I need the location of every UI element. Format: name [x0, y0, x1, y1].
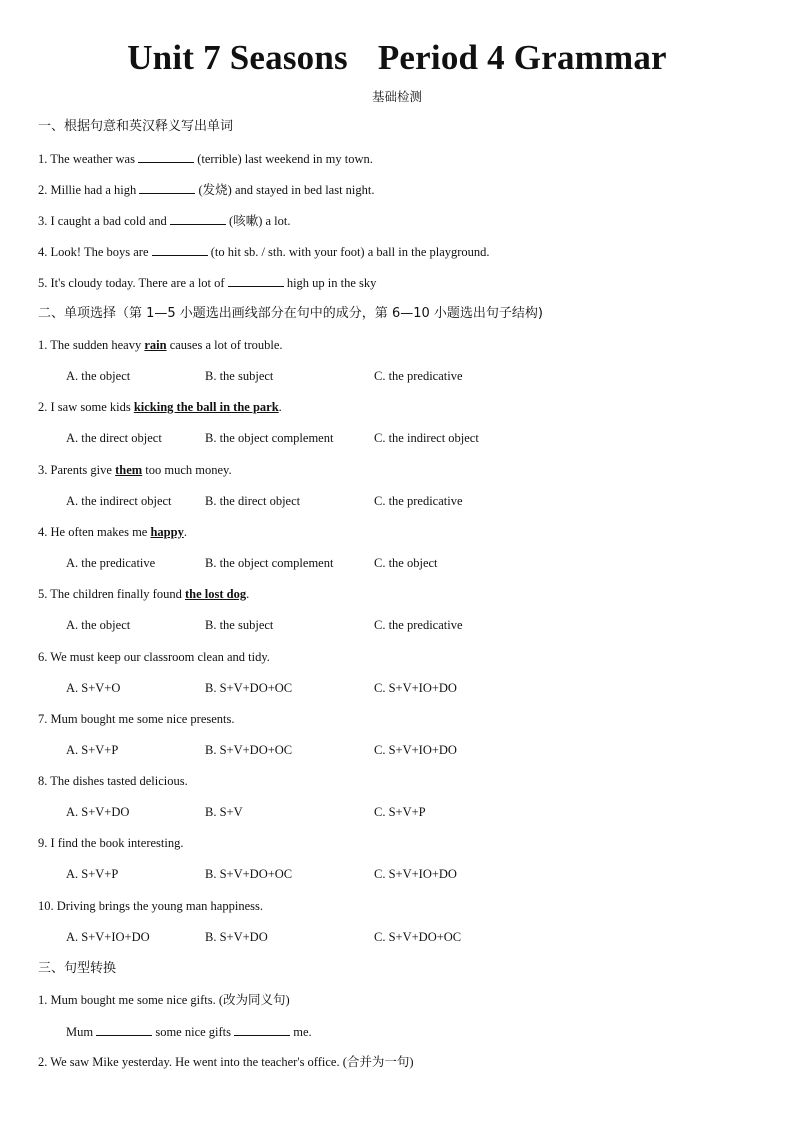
answer-blank[interactable]: [228, 274, 284, 287]
question-text: 7. Mum bought me some nice presents.: [38, 712, 235, 726]
option-c[interactable]: C. the object: [374, 556, 438, 570]
answer-blank[interactable]: [152, 243, 208, 256]
question-text: 2. I saw some kids: [38, 400, 134, 414]
question-text: .: [183, 525, 187, 539]
mcq-question-3: [38, 462, 232, 478]
fill-item-3: [38, 212, 290, 229]
fill-item-text: 2. Millie had a high: [38, 183, 140, 197]
answer-blank[interactable]: [170, 212, 226, 225]
mcq-question-6: [38, 649, 270, 665]
option-b[interactable]: B. the object complement: [205, 556, 334, 570]
option-c[interactable]: C. the indirect object: [374, 431, 479, 445]
title-period: Period 4 Grammar: [377, 38, 667, 77]
question-text: .: [246, 587, 250, 601]
option-b[interactable]: B. the subject: [205, 369, 274, 383]
option-c[interactable]: C. S+V+P: [374, 805, 426, 819]
fill-item-text: high up in the sky: [283, 276, 377, 290]
option-a[interactable]: A. the direct object: [66, 431, 162, 445]
question-text: 1. The sudden heavy: [38, 338, 145, 352]
fill-item-text: 5. It's cloudy today. There are a lot of: [38, 276, 228, 290]
option-c[interactable]: C. S+V+IO+DO: [374, 867, 457, 881]
underlined-phrase: happy: [150, 525, 184, 539]
mcq-question-5: [38, 586, 249, 602]
underlined-phrase: kicking the ball in the park: [133, 400, 279, 414]
option-a[interactable]: A. the object: [66, 618, 131, 632]
transform-answer-1: [66, 1023, 312, 1040]
option-b[interactable]: B. S+V+DO+OC: [205, 867, 293, 881]
transform-question-2: 2. We saw Mike yesterday. He went into the teacher's office. (合并为一句): [38, 1055, 414, 1069]
section-2-heading: 二、单项选择（第 1—5 小题选出画线部分在句中的成分，第 6—10 小题选出句子结构): [38, 306, 543, 321]
option-c[interactable]: C. S+V+IO+DO: [374, 681, 457, 695]
fill-item-5: [38, 274, 376, 291]
question-text: too much money.: [142, 463, 232, 477]
option-b[interactable]: B. the direct object: [205, 494, 301, 508]
answer-blank[interactable]: [138, 150, 194, 163]
mcq-question-4: [38, 524, 187, 540]
option-c[interactable]: C. S+V+IO+DO: [374, 743, 457, 757]
fill-item-text: 3. I caught a bad cold and: [38, 214, 170, 228]
option-c[interactable]: C. the predicative: [374, 494, 463, 508]
answer-blank[interactable]: [96, 1023, 152, 1036]
section-3-heading: 三、句型转换: [38, 961, 117, 976]
option-a[interactable]: A. the indirect object: [66, 494, 172, 508]
mcq-question-8: [38, 773, 188, 789]
question-text: 6. We must keep our classroom clean and tidy.: [38, 650, 270, 664]
mcq-question-7: [38, 711, 235, 727]
fill-item-text: (发烧) and stayed in bed last night.: [195, 183, 375, 197]
option-c[interactable]: C. the predicative: [374, 618, 463, 632]
fill-item-text: (to hit sb. / sth. with your foot) a ball in the playground.: [207, 245, 490, 259]
option-b[interactable]: B. S+V+DO: [205, 930, 268, 944]
question-text: 5. The children finally found: [38, 587, 185, 601]
option-b[interactable]: B. the object complement: [205, 431, 334, 445]
option-a[interactable]: A. S+V+P: [66, 867, 119, 881]
mcq-question-1: [38, 337, 283, 353]
option-a[interactable]: A. S+V+O: [66, 681, 121, 695]
fill-item-text: 4. Look! The boys are: [38, 245, 152, 259]
option-a[interactable]: A. S+V+DO: [66, 805, 130, 819]
fill-item-4: [38, 243, 490, 260]
option-c[interactable]: C. the predicative: [374, 369, 463, 383]
answer-text: Mum: [66, 1025, 97, 1039]
mcq-question-2: [38, 399, 282, 415]
transform-question-1: 1. Mum bought me some nice gifts. (改为同义句): [38, 993, 290, 1007]
question-text: 9. I find the book interesting.: [38, 836, 184, 850]
mcq-question-9: [38, 835, 183, 851]
question-text: .: [278, 400, 282, 414]
mcq-question-10: [38, 898, 263, 914]
underlined-phrase: rain: [144, 338, 167, 352]
answer-blank[interactable]: [234, 1023, 290, 1036]
underlined-phrase: the lost dog: [184, 587, 247, 601]
answer-blank[interactable]: [139, 181, 195, 194]
option-b[interactable]: B. S+V: [205, 805, 243, 819]
fill-item-1: [38, 150, 373, 167]
title-unit: Unit 7 Seasons: [127, 38, 348, 77]
option-c[interactable]: C. S+V+DO+OC: [374, 930, 462, 944]
option-b[interactable]: B. S+V+DO+OC: [205, 681, 293, 695]
question-text: 10. Driving brings the young man happiness.: [38, 899, 263, 913]
question-text: causes a lot of trouble.: [166, 338, 283, 352]
option-a[interactable]: A. S+V+IO+DO: [66, 930, 150, 944]
question-text: 3. Parents give: [38, 463, 116, 477]
option-b[interactable]: B. the subject: [205, 618, 274, 632]
underlined-phrase: them: [115, 463, 143, 477]
fill-item-2: [38, 181, 375, 198]
answer-text: me.: [290, 1025, 312, 1039]
answer-text: some nice gifts: [152, 1025, 235, 1039]
option-b[interactable]: B. S+V+DO+OC: [205, 743, 293, 757]
fill-item-text: (咳嗽) a lot.: [225, 214, 291, 228]
section-1-heading: 一、根据句意和英汉释义写出单词: [38, 119, 234, 134]
option-a[interactable]: A. the predicative: [66, 556, 156, 570]
fill-item-text: (terrible) last weekend in my town.: [194, 152, 373, 166]
fill-item-text: 1. The weather was: [38, 152, 139, 166]
option-a[interactable]: A. S+V+P: [66, 743, 119, 757]
page-subtitle: 基础检测: [371, 89, 422, 104]
page-title: [0, 38, 794, 78]
option-a[interactable]: A. the object: [66, 369, 131, 383]
question-text: 8. The dishes tasted delicious.: [38, 774, 188, 788]
question-text: 4. He often makes me: [38, 525, 151, 539]
